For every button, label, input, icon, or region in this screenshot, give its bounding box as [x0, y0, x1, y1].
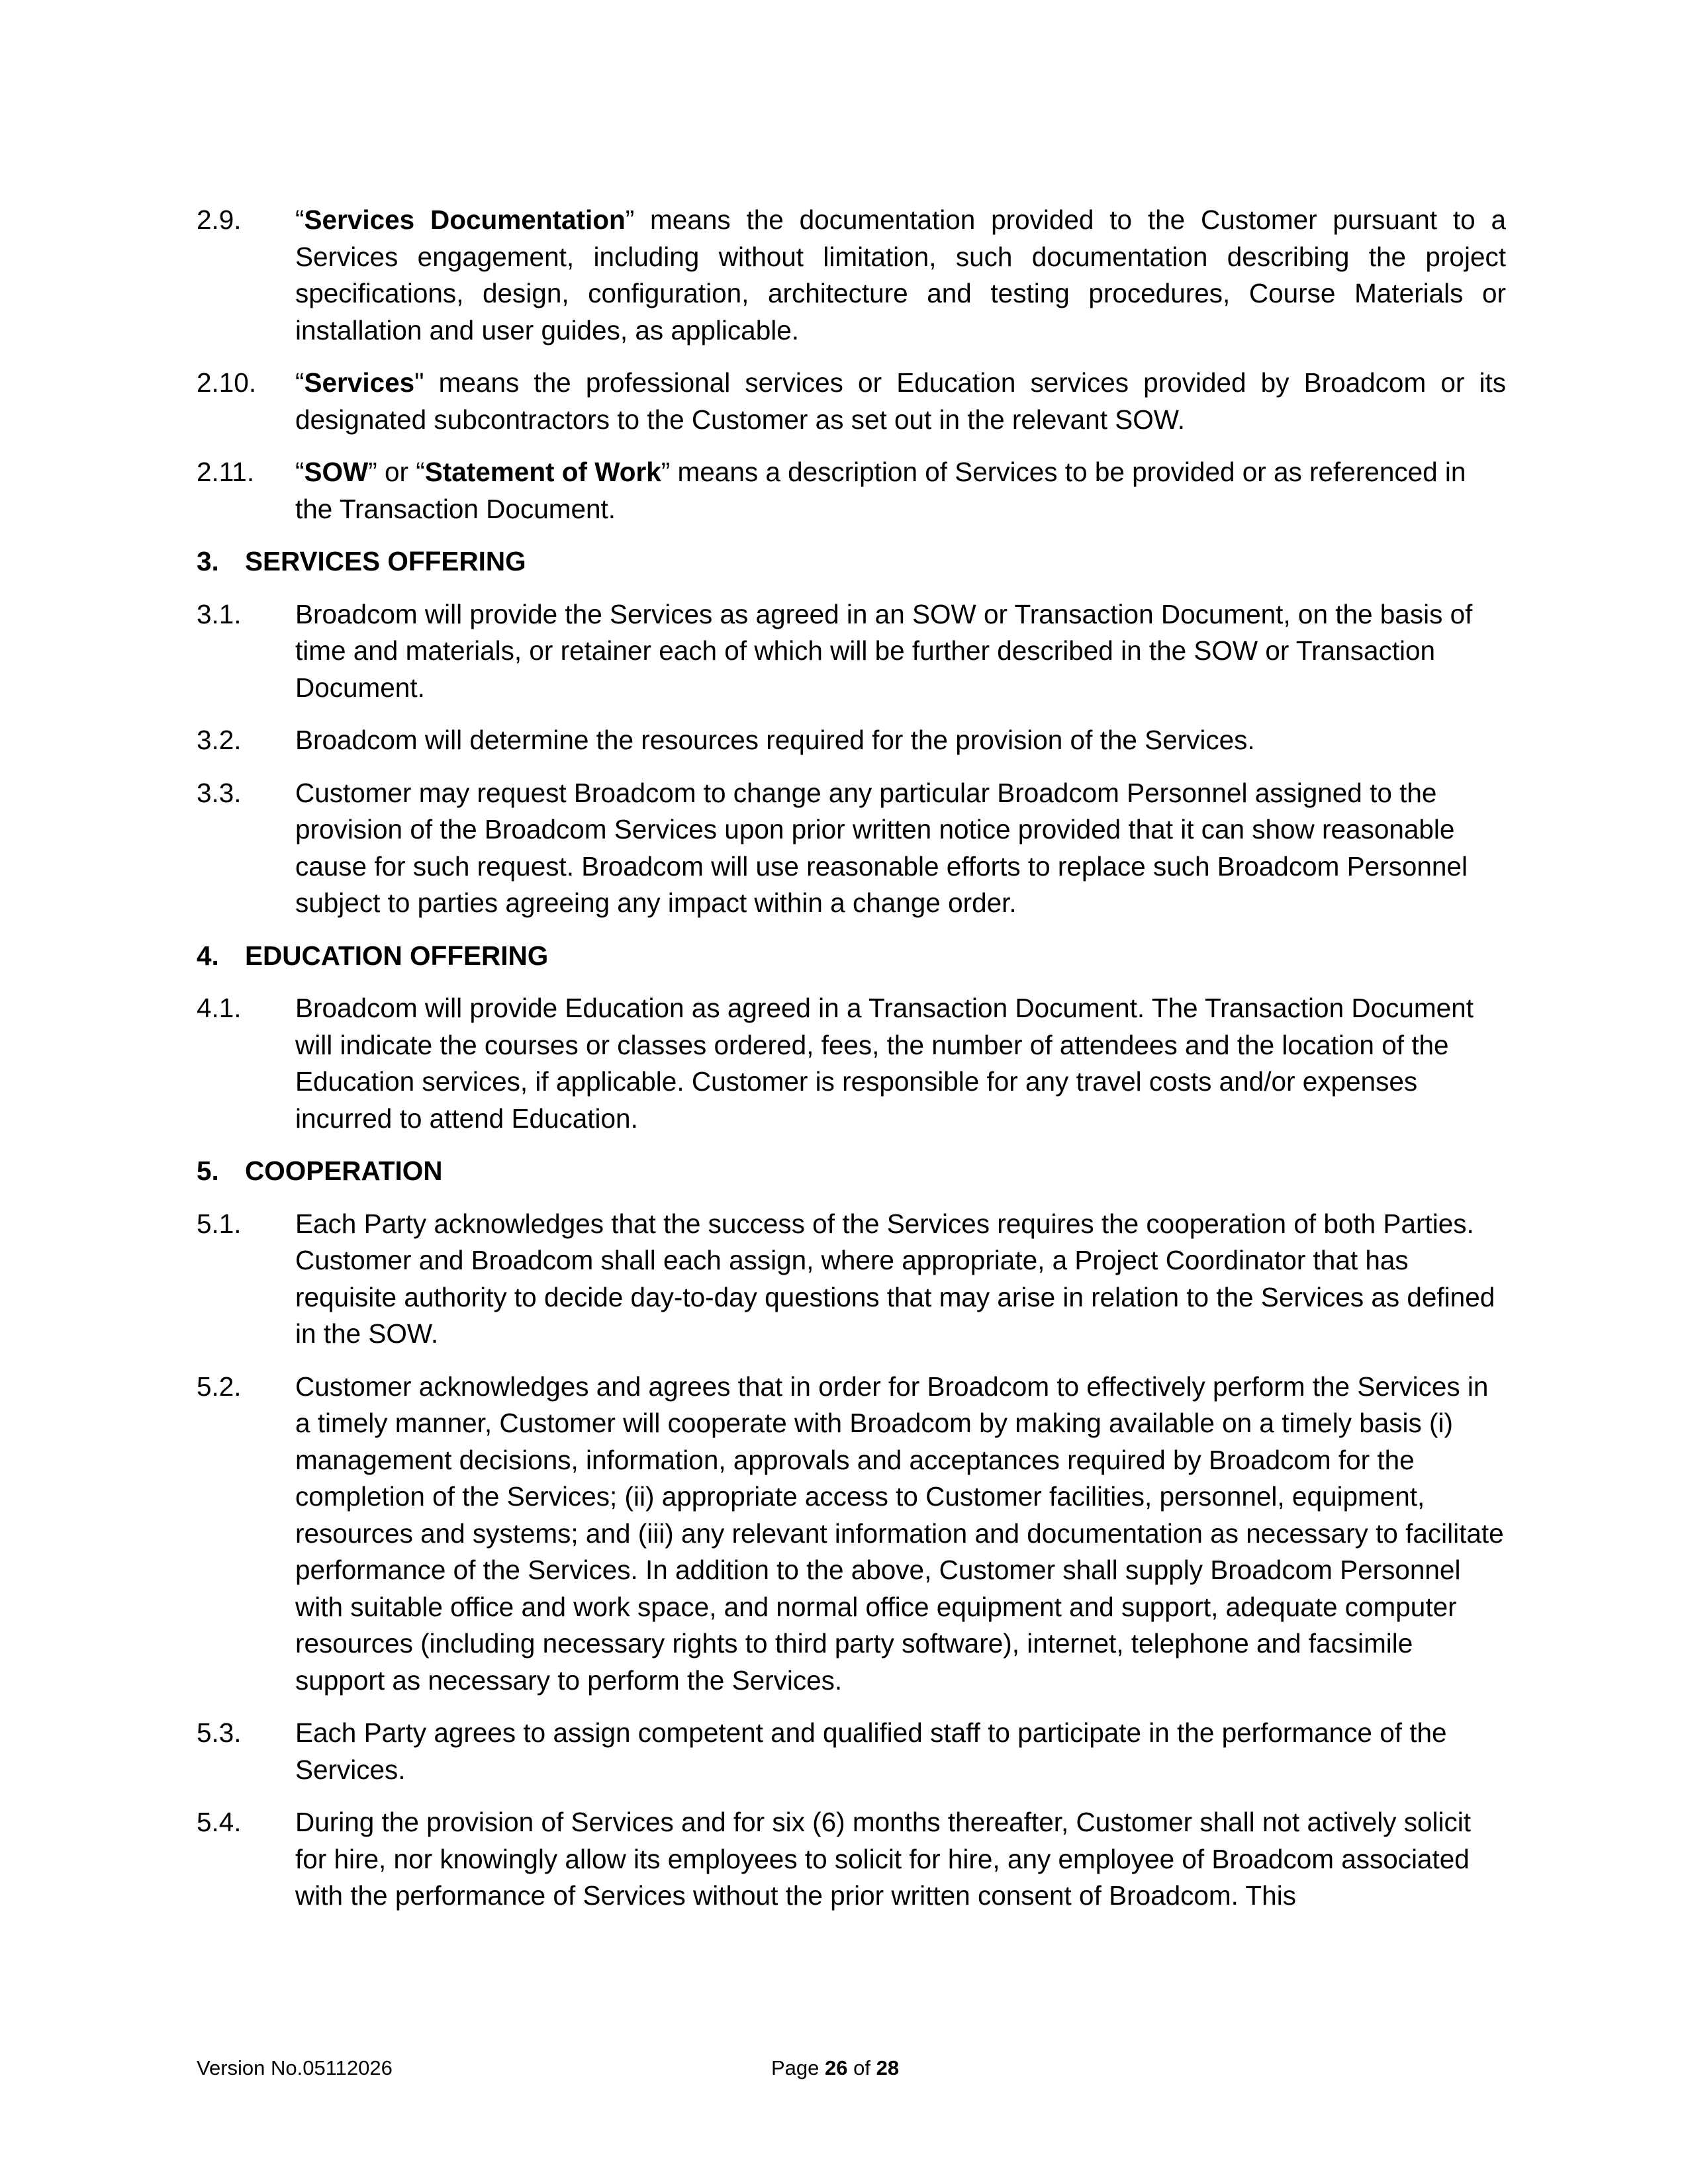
defined-term: Services Documentation	[304, 205, 626, 235]
section-heading-5	[197, 1153, 1506, 1190]
clause-5-4	[197, 1804, 1506, 1915]
definition-text: " means the professional services or Education services provided by Broadcom or its designated subcontractors to the Customer as set out in the relevant SOW.	[295, 367, 1506, 435]
clause-number: 5.2.	[197, 1371, 242, 1402]
page-of: of	[847, 2056, 876, 2079]
clause-text: Customer may request Broadcom to change any particular Broadcom Personnel assigned to the provision of the Broadcom Services upon prior written notice provided that it can show reasonable cause for such request. Broadcom will use reasonable efforts to replace such Broadcom Personnel subject to parties agreeing any impact within a change order.	[295, 777, 1468, 918]
clause-number: 2.11.	[197, 457, 255, 487]
section-number: 3.	[197, 546, 219, 576]
version-number: Version No.05112026	[197, 2056, 393, 2079]
clause-number: 5.3.	[197, 1717, 242, 1748]
clause-number: 2.9.	[197, 205, 242, 235]
clause-5-3	[197, 1715, 1506, 1788]
page-total: 28	[876, 2056, 900, 2079]
clause-2-10	[197, 365, 1506, 438]
clause-number: 4.1.	[197, 993, 242, 1023]
clause-number: 3.2.	[197, 725, 242, 755]
clause-2-11	[197, 454, 1506, 527]
clause-5-1	[197, 1206, 1506, 1353]
page-footer	[197, 2055, 1506, 2081]
section-number: 4.	[197, 940, 219, 971]
clause-4-1	[197, 990, 1506, 1137]
defined-term: SOW	[304, 457, 369, 487]
section-number: 5.	[197, 1156, 219, 1186]
page-number	[771, 2055, 899, 2081]
clause-number: 5.4.	[197, 1807, 242, 1837]
clause-number: 3.3.	[197, 777, 242, 808]
connector-text: ” or “	[368, 457, 425, 487]
clause-number: 2.10.	[197, 367, 257, 398]
section-heading-3	[197, 543, 1506, 580]
page-label: Page	[771, 2056, 825, 2079]
clause-text: Broadcom will provide Education as agreed in a Transaction Document. The Transaction Document will indicate the courses or classes ordered, fees, the number of attendees and the location of the Education services, if applicable. Customer is responsible for any travel costs and/or expenses incurred to attend Education.	[295, 993, 1474, 1134]
definition-text: ” means the documentation provided to the Customer pursuant to a Services engagement, including without limitation, such documentation describing the project specifications, design, configuration, architecture and testing procedures, Course Materials or installation and user guides, as applicable.	[295, 205, 1506, 345]
clause-text	[295, 454, 1506, 527]
clause-number: 3.1.	[197, 598, 242, 629]
clause-2-9	[197, 202, 1506, 349]
clause-3-2	[197, 722, 1506, 759]
section-title: EDUCATION OFFERING	[245, 940, 549, 971]
clause-text	[295, 202, 1506, 349]
open-quote: “	[295, 205, 305, 235]
clause-number: 5.1.	[197, 1208, 242, 1239]
clause-text: Broadcom will provide the Services as agreed in an SOW or Transaction Document, on the basis of time and materials, or retainer each of which will be further described in the SOW or Transaction Document.	[295, 598, 1473, 703]
section-title: COOPERATION	[245, 1156, 443, 1186]
page-current: 26	[825, 2056, 848, 2079]
clause-text: Customer acknowledges and agrees that in order for Broadcom to effectively perform the Services in a timely manner, Customer will cooperate with Broadcom by making available on a timely basis (i) management decisions, information, approvals and acceptances required by Broadcom for the completion of the Services; (ii) appropriate access to Customer facilities, personnel, equipment, resources and systems; and (iii) any relevant information and documentation as necessary to facilitate performance of the Services. In addition to the above, Customer shall supply Broadcom Personnel with suitable office and work space, and normal office equipment and support, adequate computer resources (including necessary rights to third party software), internet, telephone and facsimile support as necessary to perform the Services.	[295, 1371, 1504, 1696]
clause-3-3	[197, 775, 1506, 922]
clause-text	[295, 365, 1506, 438]
section-heading-4	[197, 938, 1506, 975]
section-title: SERVICES OFFERING	[245, 546, 526, 576]
open-quote: “	[295, 457, 305, 487]
clause-text: Broadcom will determine the resources required for the provision of the Services.	[295, 725, 1255, 755]
open-quote: “	[295, 367, 305, 398]
defined-term: Statement of Work	[424, 457, 661, 487]
clause-text: Each Party agrees to assign competent and qualified staff to participate in the performance of the Services.	[295, 1717, 1447, 1785]
clause-text: Each Party acknowledges that the success of the Services requires the cooperation of both Parties. Customer and Broadcom shall each assign, where appropriate, a Project Coordinator that has requisite authority to decide day-to-day questions that may arise in relation to the Services as defined in the SOW.	[295, 1208, 1495, 1349]
defined-term: Services	[304, 367, 415, 398]
definition-text: ” means a description of Services to be provided or as referenced in the Transaction Document.	[295, 457, 1466, 524]
clause-3-1	[197, 596, 1506, 707]
document-body	[197, 202, 1506, 1931]
clause-text: During the provision of Services and for six (6) months thereafter, Customer shall not actively solicit for hire, nor knowingly allow its employees to solicit for hire, any employee of Broadcom associated with the performance of Services without the prior written consent of Broadcom. This	[295, 1807, 1472, 1911]
clause-5-2	[197, 1369, 1506, 1700]
